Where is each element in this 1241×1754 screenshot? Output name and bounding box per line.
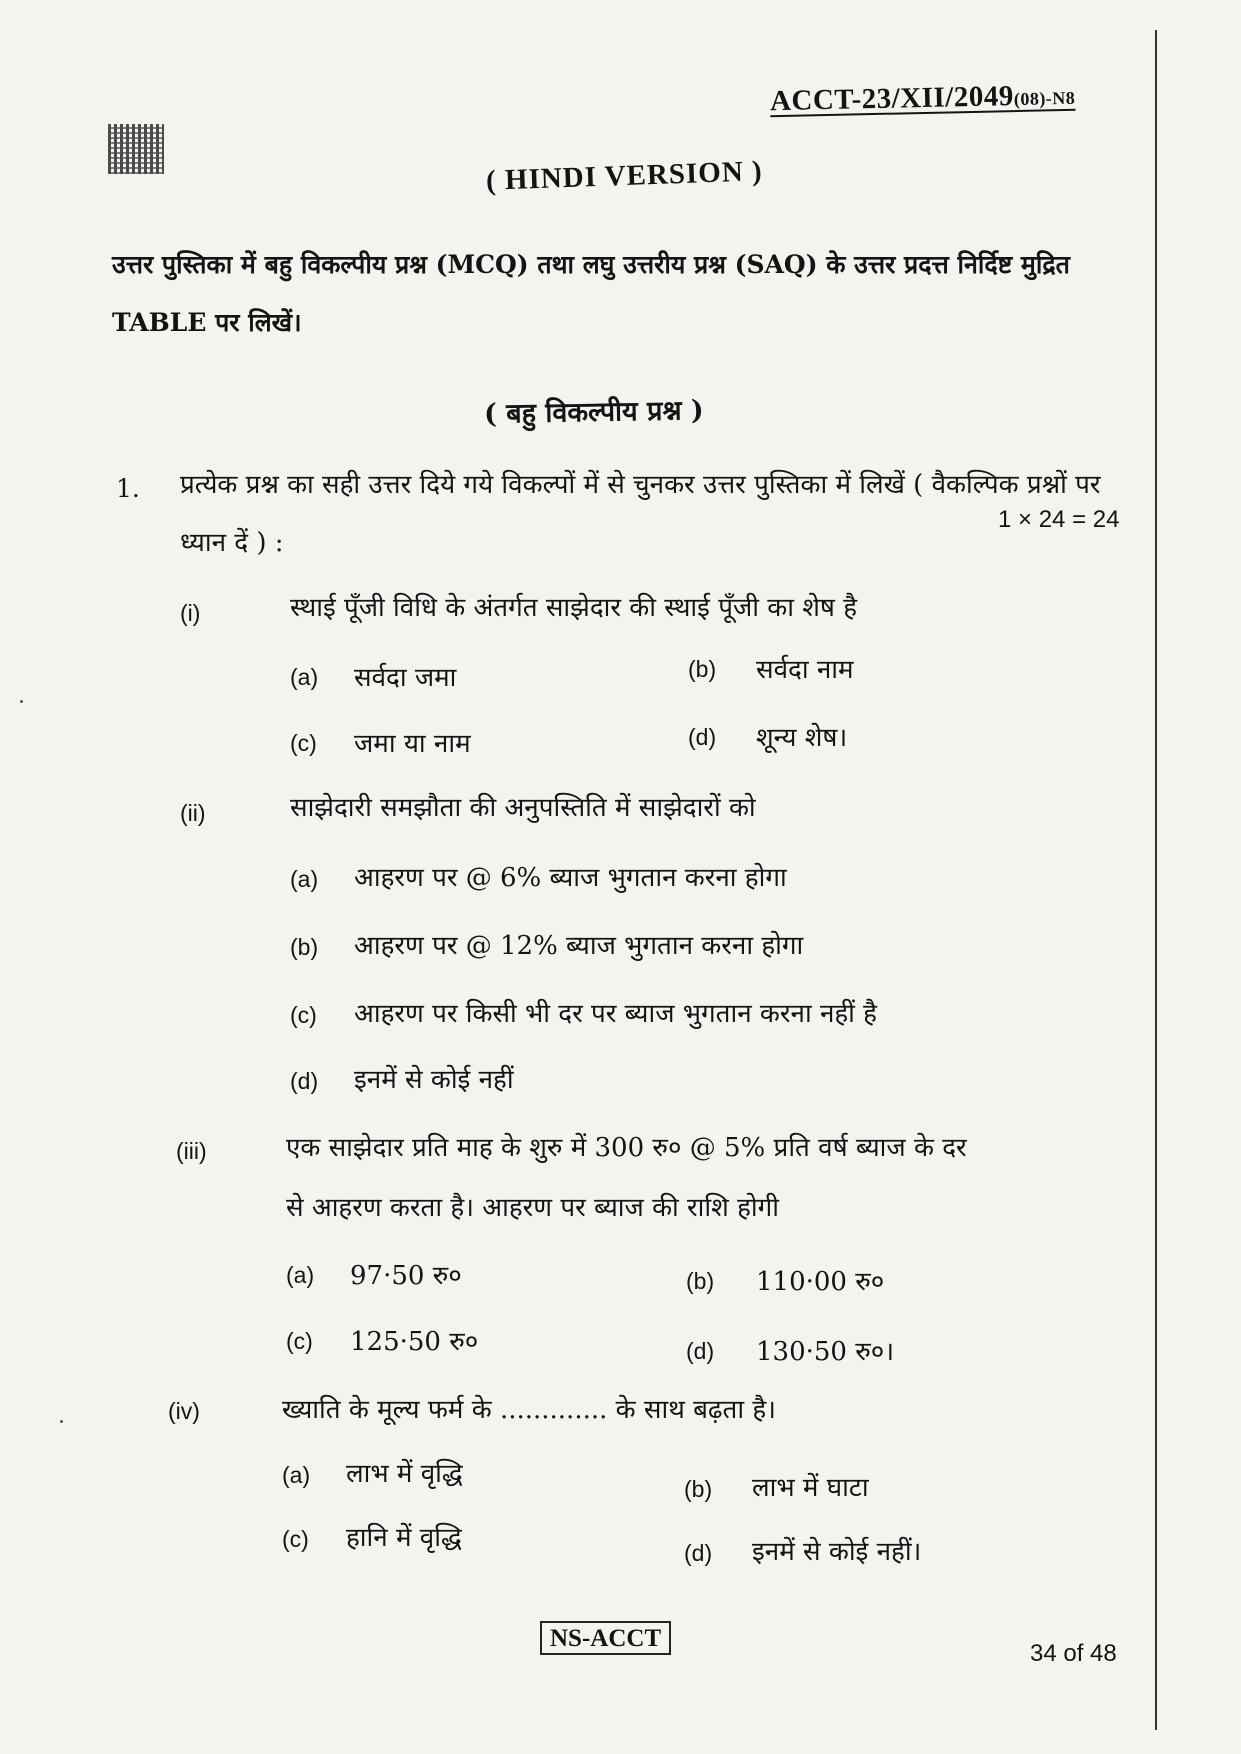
page-number: 34 of 48: [1030, 1640, 1117, 1667]
option-label: (c): [282, 1526, 309, 1552]
option-label: (d): [290, 1068, 319, 1094]
option-text: शून्य शेष।: [756, 723, 848, 753]
option-label: (a): [286, 1262, 315, 1288]
question-label: (i): [180, 600, 201, 626]
section-title: ( बहु विकल्पीय प्रश्न ): [483, 395, 704, 430]
option-text: जमा या नाम: [354, 729, 471, 759]
version-title: ( HINDI VERSION ): [485, 155, 764, 197]
marks-allocation: 1 × 24 = 24: [998, 506, 1120, 533]
option-label: (c): [290, 730, 317, 756]
footer-code: NS-ACCT: [540, 1621, 671, 1655]
option-text: 125·50 रु०: [350, 1327, 479, 1357]
question-text: साझेदारी समझौता की अनुपस्तिति में साझेदारों को: [290, 793, 756, 823]
option-text: इनमें से कोई नहीं।: [752, 1537, 922, 1567]
option-text: हानि में वृद्धि: [346, 1523, 462, 1553]
option-label: (c): [290, 1002, 317, 1028]
scan-edge-line: [1155, 30, 1157, 1730]
option-text: आहरण पर किसी भी दर पर ब्याज भुगतान करना नहीं है: [354, 999, 877, 1029]
option-label: (d): [686, 1338, 715, 1364]
option-text: आहरण पर @ 6% ब्याज भुगतान करना होगा: [354, 863, 787, 893]
option-label: (d): [688, 724, 717, 750]
option-label: (b): [684, 1476, 713, 1502]
scan-speck: [60, 1420, 63, 1423]
option-label: (d): [684, 1540, 713, 1566]
option-text: सर्वदा नाम: [756, 655, 854, 685]
option-text: आहरण पर @ 12% ब्याज भुगतान करना होगा: [354, 931, 804, 961]
option-text: 110·00 रु०: [756, 1267, 885, 1297]
option-text: इनमें से कोई नहीं: [354, 1065, 514, 1095]
option-label: (a): [290, 664, 319, 690]
option-label: (c): [286, 1328, 313, 1354]
question-text: स्थाई पूँजी विधि के अंतर्गत साझेदार की स्थाई पूँजी का शेष है: [290, 593, 857, 623]
question-text-line-1: एक साझेदार प्रति माह के शुरु में 300 रु० @ 5% प्रति वर्ष ब्याज के दर: [286, 1133, 967, 1163]
question-text-line-2: से आहरण करता है। आहरण पर ब्याज की राशि होगी: [286, 1193, 780, 1223]
question-label: (ii): [180, 800, 206, 826]
option-label: (b): [688, 656, 717, 682]
answer-instruction: उत्तर पुस्तिका में बहु विकल्पीय प्रश्न (MCQ) तथा लघु उत्तरीय प्रश्न (SAQ) के उत्तर प्रदत्त निर्दिष्ट मुद्रित TABLE पर लिखें।: [112, 250, 1070, 337]
paper-code-main: ACCT-23/XII/2049: [769, 80, 1015, 118]
option-text: सर्वदा जमा: [354, 663, 457, 693]
scan-speck: [20, 700, 23, 703]
question-instruction: प्रत्येक प्रश्न का सही उत्तर दिये गये विकल्पों में से चुनकर उत्तर पुस्तिका में लिखें ( वैकल्पिक प्रश्नों पर ध्यान दें ) :: [180, 470, 1101, 558]
option-text: 130·50 रु०।: [756, 1337, 895, 1367]
option-label: (b): [686, 1268, 715, 1294]
question-number: 1.: [116, 474, 140, 503]
paper-code: [770, 79, 1076, 118]
option-label: (a): [282, 1462, 311, 1488]
paper-code-suffix: (08)-N8: [1013, 87, 1076, 110]
question-label: (iii): [176, 1138, 207, 1164]
option-label: (b): [290, 934, 319, 960]
option-label: (a): [290, 866, 319, 892]
qr-code-icon: [108, 124, 164, 174]
question-text: ख्याति के मूल्य फर्म के ............. के साथ बढ़ता है।: [282, 1395, 777, 1425]
option-text: लाभ में घाटा: [752, 1473, 869, 1503]
question-label: (iv): [168, 1398, 200, 1424]
option-text: 97·50 रु०: [350, 1261, 462, 1291]
option-text: लाभ में वृद्धि: [346, 1459, 463, 1489]
